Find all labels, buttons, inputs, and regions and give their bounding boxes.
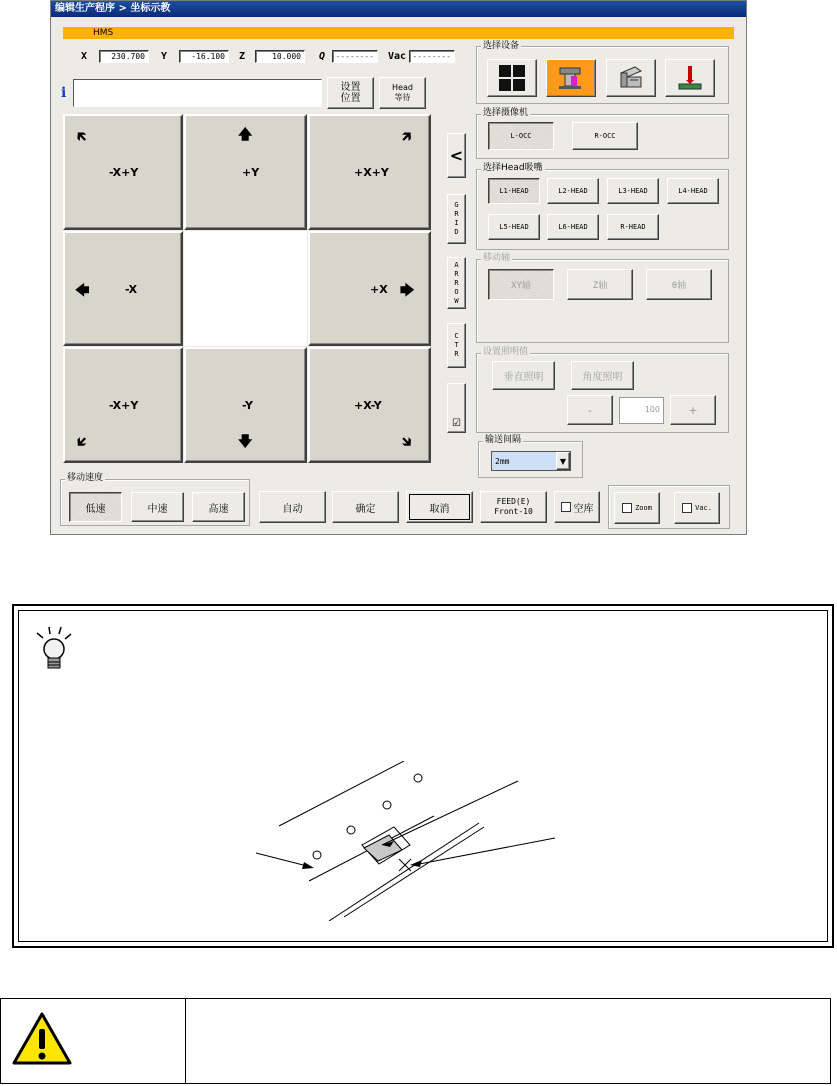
- vac-label: Vac: [388, 51, 407, 62]
- q-value-field: --------: [332, 50, 378, 63]
- window-title: 编辑生产程序 > 坐标示教: [51, 1, 746, 17]
- head-l3-button[interactable]: L3-HEAD: [607, 178, 659, 204]
- angle-light-button[interactable]: 角度照明: [571, 361, 634, 390]
- arrow-right-icon: 🡆: [400, 283, 415, 299]
- head-l1-button[interactable]: L1-HEAD: [488, 178, 540, 204]
- chevron-down-icon[interactable]: ▼: [556, 452, 570, 470]
- y-label: Y: [161, 51, 168, 62]
- feed-front-button[interactable]: FEED(E) Front-10: [480, 491, 547, 523]
- checkbox-toggle-button[interactable]: [447, 383, 466, 433]
- speed-title: 移动速度: [67, 473, 104, 483]
- jog-ne-button[interactable]: [308, 114, 431, 230]
- zoom-toggle[interactable]: [614, 492, 660, 524]
- jog-center-area: [184, 231, 307, 346]
- light-decrease-button[interactable]: -: [567, 395, 613, 425]
- hollow-checkbox-icon: [561, 502, 571, 512]
- check-icon: ☑: [452, 418, 461, 429]
- jog-s-label: -Y: [242, 399, 253, 412]
- z-value-field: 10.000: [255, 50, 305, 63]
- jog-e-button[interactable]: [308, 231, 431, 346]
- feeder-icon: [557, 64, 585, 92]
- warning-triangle-icon: [11, 1011, 73, 1067]
- arrow-down-right-icon: 🡶: [402, 434, 412, 450]
- hms-bar: HMS: [63, 27, 734, 39]
- jog-sw-label: -X+Y: [109, 399, 139, 412]
- head-r-button[interactable]: R-HEAD: [607, 214, 659, 240]
- jog-n-button[interactable]: [184, 114, 307, 230]
- arrow-down-icon: 🡇: [238, 434, 253, 450]
- arrow-left-icon: 🡄: [75, 283, 90, 299]
- vac-label-text: Vac.: [695, 504, 712, 512]
- speed-high-button[interactable]: 高速: [192, 492, 245, 522]
- warning-divider: [185, 999, 186, 1083]
- lighting-title: 设置照明值: [483, 347, 529, 357]
- speed-mid-button[interactable]: 中速: [131, 492, 184, 522]
- q-label: Q: [319, 51, 326, 62]
- zoom-checkbox-icon: [622, 503, 632, 513]
- jog-n-label: +Y: [242, 166, 260, 179]
- axis-xy-button[interactable]: XY轴: [488, 269, 554, 300]
- warning-box: [0, 998, 831, 1084]
- feed-interval-select[interactable]: [491, 451, 571, 471]
- component-diagram: [244, 761, 574, 921]
- jog-e-label: +X: [370, 283, 388, 296]
- jog-w-button[interactable]: [63, 231, 183, 346]
- info-icon: i: [61, 85, 67, 101]
- jog-ne-label: +X+Y: [354, 166, 389, 179]
- head-l2-button[interactable]: L2-HEAD: [547, 178, 599, 204]
- hollow-toggle[interactable]: [554, 491, 600, 523]
- jog-nw-button[interactable]: [63, 114, 183, 230]
- device-feeder-button[interactable]: [546, 59, 596, 97]
- device-tray-button[interactable]: [606, 59, 656, 97]
- vertical-light-button[interactable]: 垂直照明: [492, 361, 555, 390]
- collapse-button[interactable]: <: [447, 133, 466, 178]
- head-l4-button[interactable]: L4-HEAD: [667, 178, 719, 204]
- arrow-mode-button[interactable]: A R R O W: [447, 257, 466, 309]
- axis-theta-button[interactable]: θ轴: [646, 269, 712, 300]
- device-nozzle-button[interactable]: [665, 59, 715, 97]
- info-field[interactable]: [73, 79, 322, 107]
- vac-toggle[interactable]: [674, 492, 720, 524]
- camera-l-occ-button[interactable]: L-OCC: [488, 122, 554, 150]
- set-position-button[interactable]: 设置 位置: [327, 77, 374, 109]
- feed-interval-value: 2mm: [495, 457, 510, 466]
- cancel-button[interactable]: 取消: [406, 491, 473, 523]
- grid-layout-icon: [499, 65, 525, 91]
- tip-box: [12, 604, 834, 948]
- nozzle-icon: [676, 64, 704, 92]
- select-device-title: 选择设备: [483, 41, 520, 51]
- ctr-button[interactable]: C T R: [447, 323, 466, 368]
- vac-value-field: --------: [409, 50, 455, 63]
- lightbulb-icon: [33, 625, 79, 675]
- vac-checkbox-icon: [682, 503, 692, 513]
- y-value-field: -16.100: [179, 50, 229, 63]
- head-l5-button[interactable]: L5-HEAD: [488, 214, 540, 240]
- light-increase-button[interactable]: +: [670, 395, 716, 425]
- arrow-down-left-icon: 🡷: [77, 434, 87, 450]
- grid-button[interactable]: G R I D: [447, 194, 466, 244]
- head-l6-button[interactable]: L6-HEAD: [547, 214, 599, 240]
- jog-se-label: +X-Y: [354, 399, 382, 412]
- auto-button[interactable]: 自动: [259, 491, 326, 523]
- jog-s-button[interactable]: [184, 347, 307, 463]
- arrow-up-icon: 🡅: [238, 127, 253, 143]
- confirm-button[interactable]: 确定: [332, 491, 399, 523]
- jog-nw-label: -X+Y: [109, 166, 139, 179]
- feed-interval-title: 输送间隔: [485, 435, 522, 445]
- light-value-field[interactable]: 100: [619, 397, 664, 424]
- x-label: X: [81, 51, 88, 62]
- jog-sw-button[interactable]: [63, 347, 183, 463]
- arrow-up-right-icon: 🡵: [402, 129, 412, 145]
- move-axis-title: 移动轴: [483, 253, 511, 263]
- tip-inner-frame: [18, 610, 828, 942]
- tray-icon: [617, 65, 645, 91]
- select-camera-title: 选择摄像机: [483, 108, 529, 118]
- device-layout-button[interactable]: [487, 59, 537, 97]
- select-head-title: 选择Head吸嘴: [483, 163, 543, 173]
- x-value-field: 230.700: [99, 50, 149, 63]
- head-wait-button[interactable]: Head 等待: [379, 77, 426, 109]
- hollow-label: 空库: [573, 503, 594, 515]
- axis-z-button[interactable]: Z轴: [567, 269, 633, 300]
- teach-window: [50, 0, 747, 535]
- jog-se-button[interactable]: [308, 347, 431, 463]
- camera-r-occ-button[interactable]: R-OCC: [572, 122, 638, 150]
- jog-w-label: -X: [125, 283, 138, 296]
- arrow-up-left-icon: 🡴: [77, 129, 87, 145]
- z-label: Z: [239, 51, 246, 62]
- speed-low-button[interactable]: 低速: [69, 492, 122, 522]
- zoom-label: Zoom: [635, 504, 652, 512]
